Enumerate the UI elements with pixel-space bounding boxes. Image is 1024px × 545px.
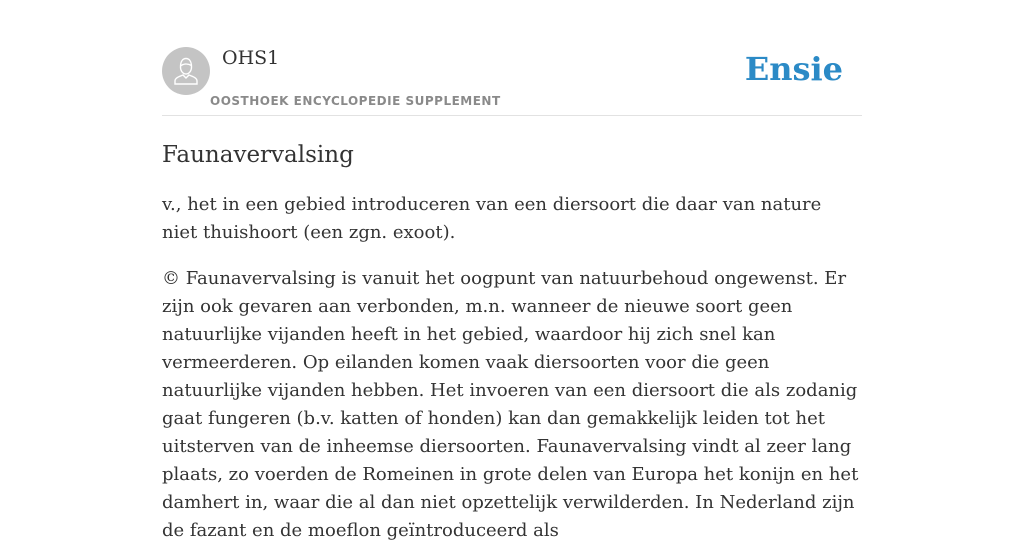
page (162, 0, 862, 545)
article-title: Faunavervalsing (162, 142, 354, 168)
definition-paragraph: v., het in een gebied introduceren van een diersoort die daar van nature niet thuishoort (een zgn. exoot). (162, 194, 822, 243)
brand-logo[interactable]: Ensie (744, 50, 843, 88)
user-silhouette-icon (162, 47, 210, 95)
author-name[interactable]: OHS1 (222, 47, 280, 69)
body-paragraph: © Faunavervalsing is vanuit het oogpunt van natuurbehoud ongewenst. Er zijn ook gevaren aan verbonden, m.n. wanneer de nieuwe soort geen natuurlijke vijanden heeft in het gebied, waardoor hij zich snel kan vermeerderen. Op eilanden komen vaak diersoorten voor die geen natuurlijke vijanden hebben. Het invoeren van een diersoort die als zodanig gaat fungeren (b.v. katten of honden) kan dan gemakkelijk leiden tot het uitsterven van de inheemse diersoorten. Faunavervalsing vindt al zeer lang plaats, zo voerden de Romeinen in grote delen van Europa het konijn en het damhert in, waar die al dan niet opzettelijk verwilderden. In Nederland zijn de fazant en de moeflon geïntroduceerd als (162, 268, 859, 541)
header (162, 0, 862, 116)
source-label[interactable]: OOSTHOEK ENCYCLOPEDIE SUPPLEMENT (210, 94, 501, 108)
author-avatar[interactable] (162, 47, 210, 95)
